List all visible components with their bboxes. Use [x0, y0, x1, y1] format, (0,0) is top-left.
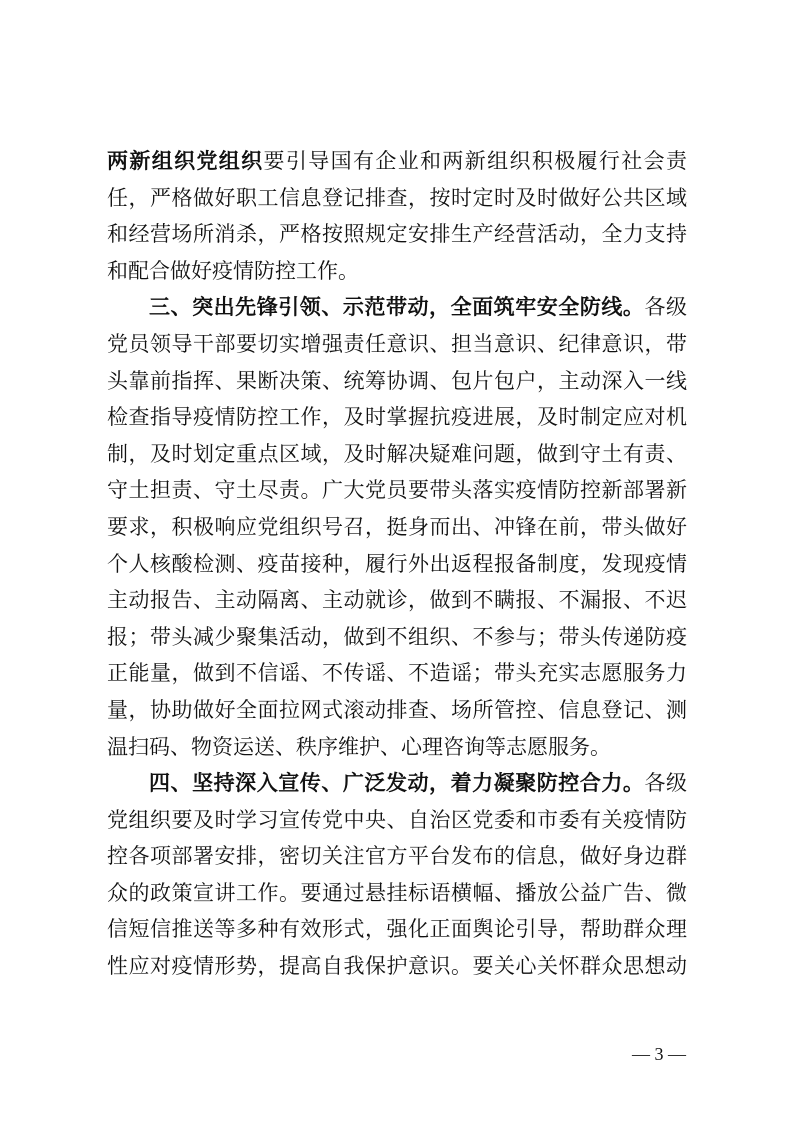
text-line	[107, 948, 687, 985]
paragraph-2	[107, 289, 687, 765]
section-heading-line	[107, 289, 687, 326]
text-line	[107, 509, 687, 546]
line-text: 任，严格做好职工信息登记排查，按时定时及时做好公共区域	[107, 185, 687, 210]
text-line	[107, 216, 687, 253]
text-line	[107, 180, 687, 217]
line-text: 要引导国有企业和两新组织积极履行社会责	[263, 149, 688, 173]
line-text: 主动报告、主动隔离、主动就诊，做到不瞒报、不漏报、不迟	[107, 588, 687, 613]
bold-lead: 两新组织党组织	[107, 149, 264, 173]
text-line	[107, 729, 687, 766]
text-line	[107, 472, 687, 509]
text-line	[107, 655, 687, 692]
document-body	[107, 143, 687, 985]
text-line	[107, 436, 687, 473]
text-line	[107, 363, 687, 400]
line-text: 控各项部署安排，密切关注官方平台发布的信息，做好身边群	[107, 844, 687, 869]
line-text: 个人核酸检测、疫苗接种，履行外出返程报备制度，发现疫情	[107, 551, 687, 576]
text-line	[107, 546, 687, 583]
text-line	[107, 692, 687, 729]
line-text: 正能量，做到不信谣、不传谣、不造谣；带头充实志愿服务力	[107, 661, 687, 686]
text-line	[107, 838, 687, 875]
text-line	[107, 911, 687, 948]
line-text: 报；带头减少聚集活动，做到不组织、不参与；带头传递防疫	[107, 624, 687, 649]
line-text: 和经营场所消杀，严格按照规定安排生产经营活动，全力支持	[107, 222, 687, 247]
line-text: 温扫码、物资运送、秩序维护、心理咨询等志愿服务。	[107, 734, 611, 759]
line-text: 各级	[644, 295, 688, 320]
line-text: 各级	[644, 771, 688, 796]
text-line	[107, 875, 687, 912]
line-text: 制，及时划定重点区域，及时解决疑难问题，做到守土有责、	[107, 441, 687, 466]
text-line	[107, 253, 687, 290]
section-heading: 三、突出先锋引领、示范带动，全面筑牢安全防线。	[149, 295, 645, 320]
line-text: 党组织要及时学习宣传党中央、自治区党委和市委有关疫情防	[107, 807, 687, 832]
text-line	[107, 399, 687, 436]
line-text: 性应对疫情形势，提高自我保护意识。要关心关怀群众思想动	[107, 954, 687, 979]
line-text: 信短信推送等多种有效形式，强化正面舆论引导，帮助群众理	[107, 917, 687, 942]
page-number: — 3 —	[632, 1044, 686, 1064]
text-line	[107, 582, 687, 619]
line-text: 量，协助做好全面拉网式滚动排查、场所管控、信息登记、测	[107, 697, 687, 722]
text-line	[107, 802, 687, 839]
line-text: 要求，积极响应党组织号召，挺身而出、冲锋在前，带头做好	[107, 514, 687, 539]
section-heading: 四、坚持深入宣传、广泛发动，着力凝聚防控合力。	[149, 771, 645, 796]
line-text: 守土担责、守土尽责。广大党员要带头落实疫情防控新部署新	[107, 478, 687, 503]
text-line	[107, 619, 687, 656]
line-text: 众的政策宣讲工作。要通过悬挂标语横幅、播放公益广告、微	[107, 880, 687, 905]
text-line	[107, 326, 687, 363]
paragraph-3	[107, 765, 687, 985]
line-text: 头靠前指挥、果断决策、统筹协调、包片包户，主动深入一线	[107, 368, 687, 393]
line-text: 党员领导干部要切实增强责任意识、担当意识、纪律意识，带	[107, 331, 687, 356]
paragraph-1	[107, 143, 687, 289]
text-line	[107, 143, 687, 180]
section-heading-line	[107, 765, 687, 802]
line-text: 检查指导疫情防控工作，及时掌握抗疫进展，及时制定应对机	[107, 405, 687, 430]
line-text: 和配合做好疫情防控工作。	[107, 258, 359, 283]
